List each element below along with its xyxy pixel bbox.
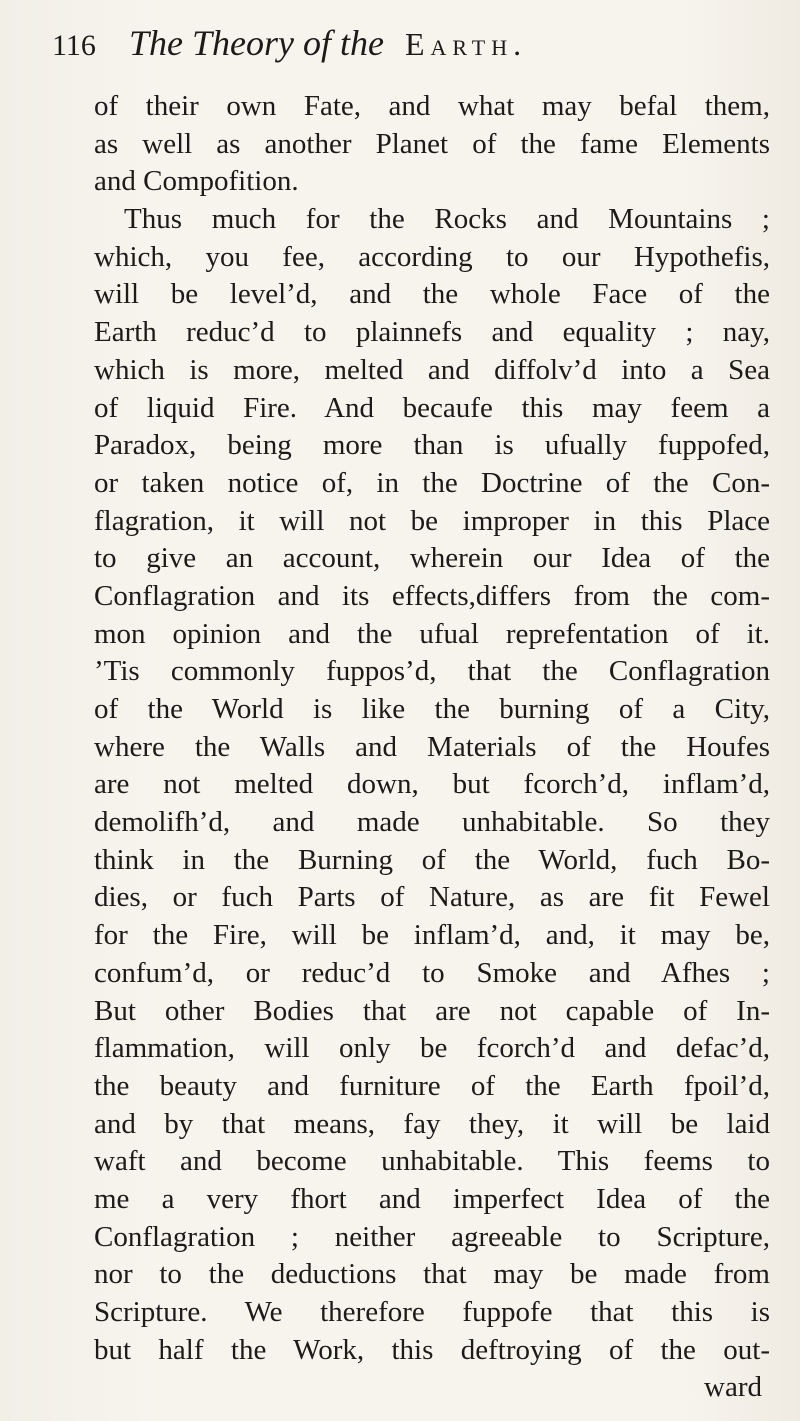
text-line: and by that means, fay they, it will be laid — [94, 1107, 770, 1140]
text-line: demolifh’d, and made unhabitable. So they — [94, 806, 770, 839]
text-line: flagration, it will not be improper in this Place — [94, 504, 770, 537]
text-line: nor to the deductions that may be made from — [94, 1258, 770, 1291]
running-title-caps: Earth. — [404, 26, 528, 62]
text-line: Thus much for the Rocks and Mountains ; — [124, 203, 770, 236]
text-line: to give an account, wherein our Idea of the — [94, 542, 770, 575]
text-line: will be level’d, and the whole Face of the — [94, 278, 770, 311]
text-line: dies, or fuch Parts of Nature, as are fit Fewel — [94, 881, 770, 914]
text-line: confum’d, or reduc’d to Smoke and Afhes ; — [94, 956, 770, 989]
text-line: ’Tis commonly fuppos’d, that the Conflagration — [94, 655, 770, 688]
text-line: the beauty and furniture of the Earth fpoil’d, — [94, 1069, 770, 1102]
text-line: think in the Burning of the World, fuch Bo- — [94, 843, 770, 876]
text-line: but half the Work, this deftroying of the out- — [94, 1333, 770, 1366]
text-line: of the World is like the burning of a City, — [94, 693, 770, 725]
text-line: which is more, melted and diffolv’d into a Sea — [94, 353, 770, 386]
text-line: where the Walls and Materials of the Houfes — [94, 730, 770, 763]
catchword: ward — [704, 1371, 762, 1404]
text-line: which, you fee, according to our Hypothefis, — [94, 240, 770, 273]
text-line: or taken notice of, in the Doctrine of the Con- — [94, 466, 770, 499]
text-line: But other Bodies that are not capable of In- — [94, 994, 770, 1027]
text-line: me a very fhort and imperfect Idea of the — [94, 1182, 770, 1215]
body-text — [94, 88, 770, 1407]
text-line: Conflagration and its effects,differs from the com- — [94, 579, 770, 612]
text-line: as well as another Planet of the fame Elements — [94, 127, 770, 160]
text-line: of their own Fate, and what may befal them, — [94, 90, 770, 122]
text-line: flammation, will only be fcorch’d and defac’d, — [94, 1032, 770, 1065]
running-title: The Theory of the — [129, 23, 384, 63]
running-header — [52, 18, 760, 68]
text-line: Conflagration ; neither agreeable to Scripture, — [94, 1220, 770, 1253]
page-number: 116 — [52, 29, 96, 62]
text-line: and Compofition. — [94, 165, 299, 198]
text-line: Scripture. We therefore fuppofe that this is — [94, 1296, 770, 1328]
text-line: Paradox, being more than is ufually fuppofed, — [94, 429, 770, 462]
text-line: are not melted down, but fcorch’d, inflam’d, — [94, 768, 770, 801]
text-line: mon opinion and the ufual reprefentation of it. — [94, 617, 770, 650]
text-line: waft and become unhabitable. This feems to — [94, 1145, 770, 1178]
text-line: of liquid Fire. And becaufe this may feem a — [94, 391, 770, 424]
text-line: for the Fire, will be inflam’d, and, it may be, — [94, 919, 770, 952]
text-line: Earth reduc’d to plainnefs and equality ; nay, — [94, 316, 770, 349]
